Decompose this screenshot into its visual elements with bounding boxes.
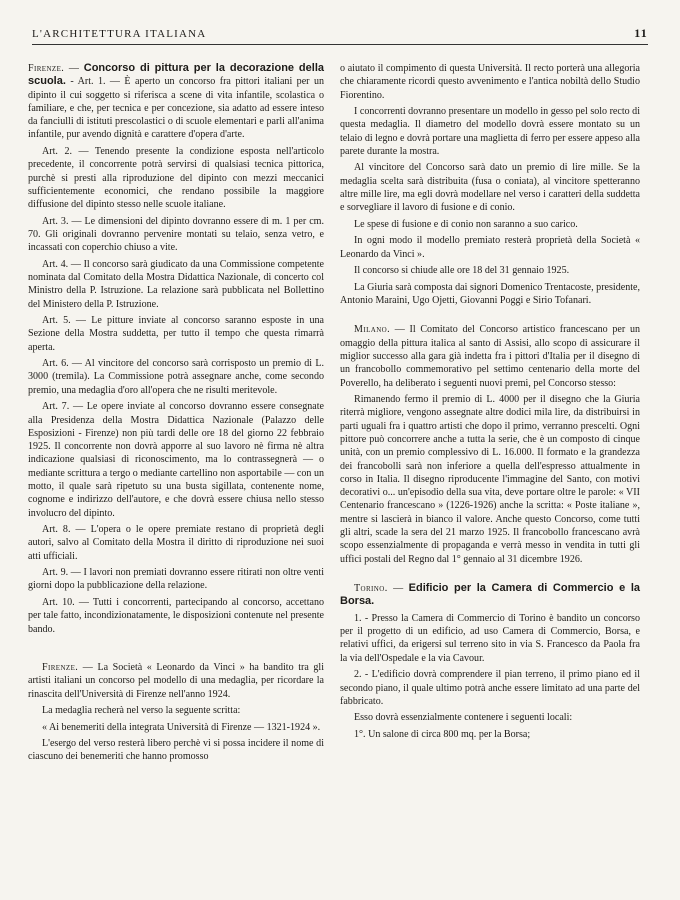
article-chamber-commerce-opening [340,582,640,609]
journal-title: L'ARCHITETTURA ITALIANA [32,28,207,40]
page-number: 11 [634,26,648,40]
medal-paragraph: L'esergo del verso resterà libero perchè vi si possa incidere il nome di ciascuno dei benemeriti che hanno promosso [28,738,324,763]
art-10-paragraph: Art. 10. — Tutti i concorrenti, partecipando al concorso, accettano per tale fatto, incondizionatamente, le disposizioni contenute nel presente bando. [28,596,324,635]
medal-inscription: « Ai benemeriti della integrata Università di Firenze — 1321-1924 ». [42,721,321,733]
art-4-paragraph: Art. 4. — Il concorso sarà giudicato da una Commissione competente nominata dal Comitato della Mostra Didattica Nazionale, di concerto col Ministro della P. Istruzione. La relazione sarà pubblicata nel Bollettino del Ministero della P. Istruzione. [28,258,324,310]
art-2-paragraph: Art. 2. — Tenendo presente la condizione esposta nell'articolo precedente, il concorrente potrà servirsi di qualsiasi tecnica pittorica, purchè si presti alla riproduzione del dipinto con mezzi meccanici sufficientemente economici, che rendano possibile la maggiore diffusione del dipinto stesso nelle scuole italiane. [28,145,324,211]
medal-paragraph: Le spese di fusione e di conio non saranno a suo carico. [354,218,578,230]
stamp-paragraph: Rimanendo fermo il premio di L. 4000 per il disegno che la Giuria riterrà migliore, vengono assegnate altre dodici mila lire, da distribuirsi in parti uguali fra i quattro artisti che dopo il primo, verranno prescelti. Ogni pittore può concorrere anche a tutta la serie, che è un composto di cinque unità, con un premio complessivo di L. 16.000. Il formato e la grandezza dei francobolli sarà non inferiore a quella dell'espresso attualmente in corso in Italia. Il disegno riproducente l'immagine del Santo, con motivi decorativi o... un'episodio della sua vita, deve portare oltre le parole: « VII Centenario francescano » (1226-1926) anche la scritta: « Poste italiane », mentre si lascierà in bianco il valore. Anche questo Concorso, come tutti gli altri, scade la sera del 21 marzo 1925. Il francobollo francescano avrà scopo essenzialmente di propaganda e verrà messo in vendita in tutti gli uffici postali del Regno dal 1° gennaio al 31 dicembre 1926. [340,394,640,565]
medal-paragraph: I concorrenti dovranno presentare un modello in gesso pel solo recto di questa medaglia. Il diametro del modello dovrà essere montato su un telaio di legno e dovrà portare una maglietta di ferro per essere appeso alla parete durante la mostra. [340,106,640,157]
medal-paragraph: La medaglia recherà nel verso la seguente scritta: [42,705,241,717]
chamber-paragraph: 2. - L'edificio dovrà comprendere il pian terreno, il primo piano ed il secondo piano, il quale ultimo potrà anche essere limitato ad una parte del fabbricato. [340,669,640,707]
art-9-paragraph: Art. 9. — I lavori non premiati dovranno essere ritirati non oltre venti giorni dopo la pubblicazione della relazione. [28,567,324,592]
article-painting-contest-opening [28,62,324,142]
art-6-paragraph: Art. 6. — Al vincitore del concorso sarà corrisposto un premio di L. 3000 (tremila). La Commissione potrà assegnare anche, come secondo premio, una medaglia d'oro all'opera che ne risulti meritevole. [28,358,324,396]
left-column [28,62,324,767]
medal-continuation: o aiutato il compimento di questa Università. Il recto porterà una allegoria che chiaramente ricordi questo avvenimento e l'antica nobiltà dello Studio Fiorentino. [340,63,640,101]
medal-paragraph: In ogni modo il modello premiato resterà proprietà della Società « Leonardo da Vinci ». [340,235,640,260]
chamber-paragraph: Esso dovrà essenzialmente contenere i seguenti locali: [354,712,573,724]
city-milan: Milano. [354,324,391,336]
article-stamp-contest-opening [340,323,640,389]
art-1-text: - Art. 1. — È aperto un concorso fra pittori italiani per un dipinto il cui soggetto si riferisca a scene di vita infantile, scolastica o familiare, e che, per tecnica e per concezione, sia adatto ad essere inteso da fanciulli di istituti prescolastici o di scuole elementari e parli all'anima infantile, pur avendo dignità e carattere d'opera d'arte. [28,76,324,141]
city-florence: Firenze. — [28,63,80,74]
city-florence-2: Firenze. [42,662,79,674]
chamber-list-item: 1°. Un salone di circa 800 mq. per la Borsa; [354,728,531,740]
medal-paragraph: Al vincitore del Concorso sarà dato un premio di lire mille. Se la medaglia scelta sarà distribuita (fusa o coniata), al vincitore spetteranno altre mille lire, ma egli dovrà modellare nel verso i caratteri della suddetta e sorvegliare il lavoro di fusione e di conio. [340,162,640,214]
medal-deadline: Il concorso si chiude alle ore 18 del 31 gennaio 1925. [354,265,570,277]
article-title-chamber-commerce: Edificio per la Camera di Commercio e la Borsa. [340,582,640,608]
medal-intro-text: — La Società « Leonardo da Vinci » ha bandito tra gli artisti italiani un concorso pel modello di una medaglia, per ricordare la rinascita dell'Università di Firenze nell'anno 1924. [28,662,324,700]
art-3-paragraph: Art. 3. — Le dimensioni del dipinto dovranno essere di m. 1 per cm. 70. Gli originali dovranno pervenire montati su telaio, senza vetro, e incassati con coperchio chiuso a vite. [28,215,324,254]
city-turin: Torino. — [354,583,404,595]
article-medal-contest-opening [28,661,324,701]
medal-jury: La Giuria sarà composta dai signori Domenico Trentacoste, presidente, Antonio Maraini, Ugo Ojetti, Giovanni Poggi e Sirio Tofanari. [340,281,640,306]
art-7-paragraph: Art. 7. — Le opere inviate al concorso dovranno essere consegnate alla Presidenza della Mostra Didattica Nazionale (Palazzo delle Esposizioni - Firenze) non più tardi delle ore 18 del giorno 22 febbraio 1925. Il concorrente non dovrà apporre al suo lavoro nè firma nè altra indicazione qualsiasi di riconoscimento, ma lo contrassegnerà — o mediante scrittura a tergo o mediante cartellino non asportabile — con un motto, il quale sarà ripetuto su una busta sigillata, contenente nome, cognome e indirizzo dell'autore, e che dovrà essere chiusa nello stesso involucro del dipinto. [28,401,324,519]
art-8-paragraph: Art. 8. — L'opera o le opere premiate restano di proprietà degli autori, salvo al Comitato della Mostra il diritto di riproduzione nei suoi atti ufficiali. [28,524,324,562]
article-title-painting-contest: Concorso di pittura per la decorazione della scuola. [28,62,325,88]
chamber-paragraph: 1. - Presso la Camera di Commercio di Torino è bandito un concorso per il progetto di un edificio, ad uso Camera di Commercio, Borsa, e relativi uffici, da erigersi sul terreno sito in via S. Francesco da Paola fra la via dell'Ospedale e la via Cavour. [340,612,640,664]
right-column [340,62,640,744]
art-5-paragraph: Art. 5. — Le pitture inviate al concorso saranno esposte in una Sezione della Mostra suddetta, per tutto il tempo che questa rimarrà aperta. [28,315,324,353]
stamp-intro-text: — Il Comitato del Concorso artistico francescano per un omaggio della pittura italica al santo di Assisi, allo scopo di assicurare il miglior successo alla gara già indetta fra i pittori d'Italia per il disegno di un francobollo commemorativo pel settimo centenario della morte del Poverello, ha deliberato i seguenti nuovi premi, pel Concorso stesso: [340,324,640,389]
running-header [32,26,648,45]
